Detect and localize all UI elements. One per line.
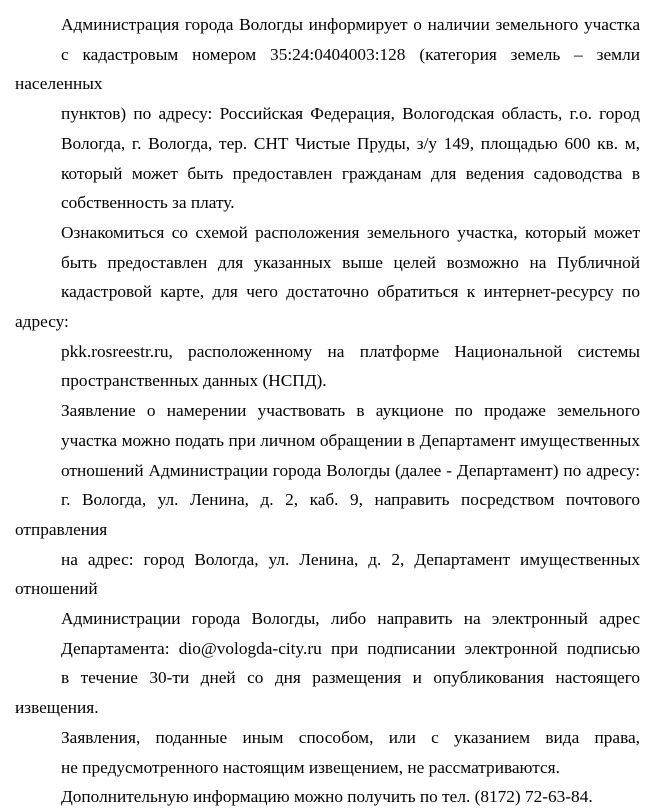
text-line: г. Вологда, ул. Ленина, д. 2, каб. 9, направить посредством почтового отправления	[15, 490, 640, 539]
text-line: на адрес: город Вологда, ул. Ленина, д. 2, Департамент имущественных отношений	[15, 549, 640, 599]
text-line: быть предоставлен для указанных выше целей возможно на Публичной	[61, 252, 640, 272]
text-line: пунктов) по адресу: Российская Федерация, Вологодская область, г.о. город	[61, 104, 640, 124]
text-line: Вологда, г. Вологда, тер. СНТ Чистые Пруды, з/у 149, площадью 600 кв. м,	[61, 133, 640, 153]
text-line: Администрации города Вологды, либо направить на электронный адрес	[61, 609, 640, 629]
text-line: не предусмотренного настоящим извещением, не рассматриваются.	[61, 757, 560, 777]
text-line: собственность за плату.	[61, 193, 235, 213]
text-line: Администрация города Вологды информирует о наличии земельного участка	[61, 15, 640, 34]
text-line: Заявление о намерении участвовать в аукционе по продаже земельного	[61, 401, 640, 421]
text-line: pkk.rosreestr.ru, расположенному на платформе Национальной системы	[61, 341, 640, 361]
text-line: участка можно подать при личном обращении в Департамент имущественных	[61, 430, 640, 450]
text-line: который может быть предоставлен гражданам для ведения садоводства в	[61, 163, 640, 183]
text-line: с кадастровым номером 35:24:0404003:128 (категория земель – земли населенных	[15, 44, 640, 94]
text-line: пространственных данных (НСПД).	[61, 371, 327, 391]
paragraph-rejection-notice	[15, 723, 640, 782]
text-line: Дополнительную информацию можно получить по тел. (8172) 72-63-84.	[61, 787, 593, 807]
text-line: кадастровой карте, для чего достаточно обратиться к интернет-ресурсу по адресу:	[15, 282, 640, 332]
text-line: Ознакомиться со схемой расположения земельного участка, который может	[61, 222, 640, 242]
paragraph-contact-phone	[15, 782, 640, 812]
text-line: отношений Администрации города Вологды (далее - Департамент) по адресу:	[61, 460, 640, 480]
paragraph-land-plot-info	[15, 10, 640, 218]
text-line: в течение 30-ти дней со дня размещения и опубликования настоящего извещения.	[15, 668, 640, 718]
text-line: Департамента: dio@vologda-city.ru при подписании электронной подписью	[61, 638, 640, 658]
paragraph-cadastral-map	[15, 218, 640, 396]
text-line: Заявления, поданные иным способом, или с указанием вида права,	[61, 727, 640, 747]
